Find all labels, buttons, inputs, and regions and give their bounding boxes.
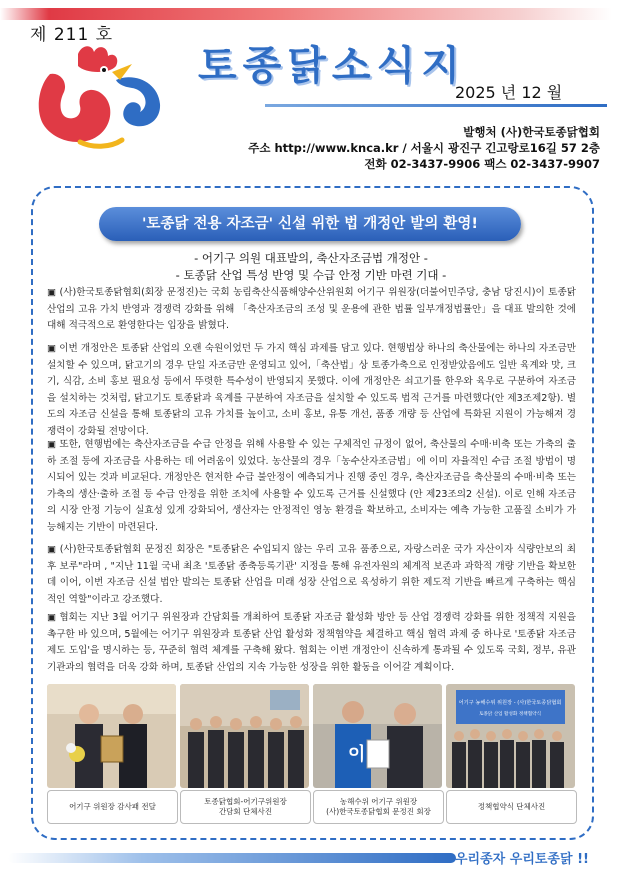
photo-award-presentation <box>47 684 176 788</box>
phone-fax: 전화 02-3437-9906 팩스 02-3437-9907 <box>364 157 600 171</box>
photo-committee-chair-meeting <box>313 684 442 788</box>
issue-number: 제 211 호 <box>30 25 114 45</box>
photo-caption-2 <box>180 790 311 824</box>
article-subtitle-2: - 토종닭 산업 특성 반영 및 수급 안정 기반 마련 기대 - <box>175 268 447 282</box>
photo-caption-2-line1: 토종닭협회-어기구위원장 <box>204 797 287 806</box>
photo-caption-3-line2: (사)한국토종닭협회 문정진 회장 <box>326 807 431 816</box>
address: 주소 http://www.knca.kr / 서울시 광진구 긴고랑로16길 57 2층 <box>248 141 600 155</box>
header-top-bar <box>0 8 612 20</box>
agreement-banner-subtitle: 토종닭 산업 활성화 정책협약식 <box>478 712 542 717</box>
agreement-banner-title: 어기구 농해수위 위원장 - (사)한국토종닭협회 <box>458 700 562 706</box>
photo-caption-1 <box>47 790 178 824</box>
photo-caption-4 <box>446 790 577 824</box>
photo-policy-agreement <box>446 684 575 788</box>
photo-caption-2-line2: 간담회 단체사진 <box>218 807 273 816</box>
photo-caption-4-line1: 정책협약식 단체사진 <box>477 802 546 811</box>
footer-bar <box>8 853 456 863</box>
paragraph-1: ▣ (사)한국토종닭협회(회장 문정진)는 국회 농림축산식품해양수산위원회 어기구 위원장(더불어민주당, 충남 당진시)이 토종닭 산업의 고유 가치 반영과 경쟁력 강화를 위해 「축산자조금의 조성 및 운용에 관한 법률 일부개정법률안」을 대표 발의한 것에 대해 적극적으로 환영한다는 입장을 밝혔다. <box>47 287 576 332</box>
photo-caption-3 <box>313 790 444 824</box>
issue-date: 2025 년 12 월 <box>455 83 563 102</box>
article-subtitle-1: - 어기구 의원 대표발의, 축산자조금법 개정안 - <box>194 251 428 265</box>
header-divider <box>265 104 607 107</box>
publisher: 발행처 (사)한국토종닭협회 <box>463 125 600 139</box>
photo-caption-1-line1: 어기구 위원장 감사패 전달 <box>69 802 156 811</box>
photo-meeting-group <box>180 684 309 788</box>
paragraph-5: ▣ 협회는 지난 3월 어기구 위원장과 간담회를 개최하여 토종닭 자조금 활성화 방안 등 산업 경쟁력 강화를 위한 정책적 지원을 촉구한 바 있으며, 5월에는 어기구 위원장과 토종닭 산업 활성화 정책협약을 체결하고 핵심 협력 과제 중 하나로 '토종닭 자조금 제도 도입'을 명시하는 등, 꾸준히 협력 체계를 구축해 왔다. 협회는 이번 개정안이 신속하게 통과될 수 있도록 국회, 정부, 유관기관과의 협력을 더욱 강화 하며, 토종닭 산업의 지속 가능한 성장을 위한 활동을 이어갈 계획이다. <box>47 612 576 673</box>
article-headline: '토종닭 전용 자조금' 신설 위한 법 개정안 발의 환영! <box>99 207 521 241</box>
masthead-title: 토종닭소식지 <box>198 43 466 89</box>
photo-banner-text: 이 <box>348 744 366 765</box>
rooster-logo-icon <box>20 34 190 152</box>
paragraph-3: ▣ 또한, 현행법에는 축산자조금을 수급 안정을 위해 사용할 수 있는 구체적인 규정이 없어, 축산물의 수매·비축 또는 가축의 출하 조절 등에 자조금을 사용하는 데 어려움이 있었다. 농산물의 경우「농수산자조금법」에 이미 자율적인 수급 조절 방법이 명시되어 있는 것과 비교된다. 개정안은 현저한 수급 불안정이 예측되거나 진행 중인 경우, 축산자조금을 축산물의 수매·비축 또는 가축의 생산·출하 조절 등 수급 안정을 위한 조치에 사용할 수 있도록 근거를 신설했다 (안 제23조의2 신설). 이로 인해 자조금의 시장 안정 기능이 실효성 있게 강화되어, 생산자는 안정적인 영농 환경을 확보하고, 소비자는 예측 가능한 고품질 소비가 가능해지는 기반이 마련된다. <box>47 439 576 533</box>
photo-caption-3-line1: 농해수위 어기구 위원장 <box>339 797 418 806</box>
footer-slogan: 우리종자 우리토종닭 !! <box>455 852 589 867</box>
paragraph-4: ▣ (사)한국토종닭협회 문정진 회장은 "토종닭은 수입되지 않는 우리 고유 품종으로, 자랑스러운 국가 자산이자 식량안보의 최후 보루"라며 , "지난 11월 국내 최초 '토종닭 종축등록기관' 지정을 통해 유전자원의 체계적 보존과 과학적 개량 기반을 확보한 데 이어, 이번 자조금 신설 법안 발의는 토종닭 산업을 미래 성장 산업으로 육성하기 위한 제도적 기반을 빠르게 구축하는 핵심적인 역할"이라고 강조했다. <box>47 544 576 605</box>
paragraph-2: ▣ 이번 개정안은 토종닭 산업의 오랜 숙원이었던 두 가지 핵심 과제를 담고 있다. 현행법상 하나의 축산물에는 하나의 자조금만 설치할 수 있으며, 닭고기의 경우 단일 자조금만 운영되고 있어,「축산법」상 토종가축으로 인정받았음에도 일반 육계와 맛, 크기, 식감, 소비 홍보 필요성 등에서 뚜렷한 특수성이 반영되지 못했다. 이에 개정안은 쇠고기를 한우와 육우로 구분하여 자조금을 설치하는 것처럼, 닭고기도 토종닭과 육계를 구분하여 자조금을 설치할 수 있도록 법적 근거를 마련했다(안 제3조제2항). 별도의 자조금 신설을 통해 토종닭의 고유 가치를 높이고, 소비 홍보, 유통 개선, 품종 개량 등 산업에 특화된 지원이 가능해져 경쟁력이 강화될 전망이다. <box>47 343 576 437</box>
